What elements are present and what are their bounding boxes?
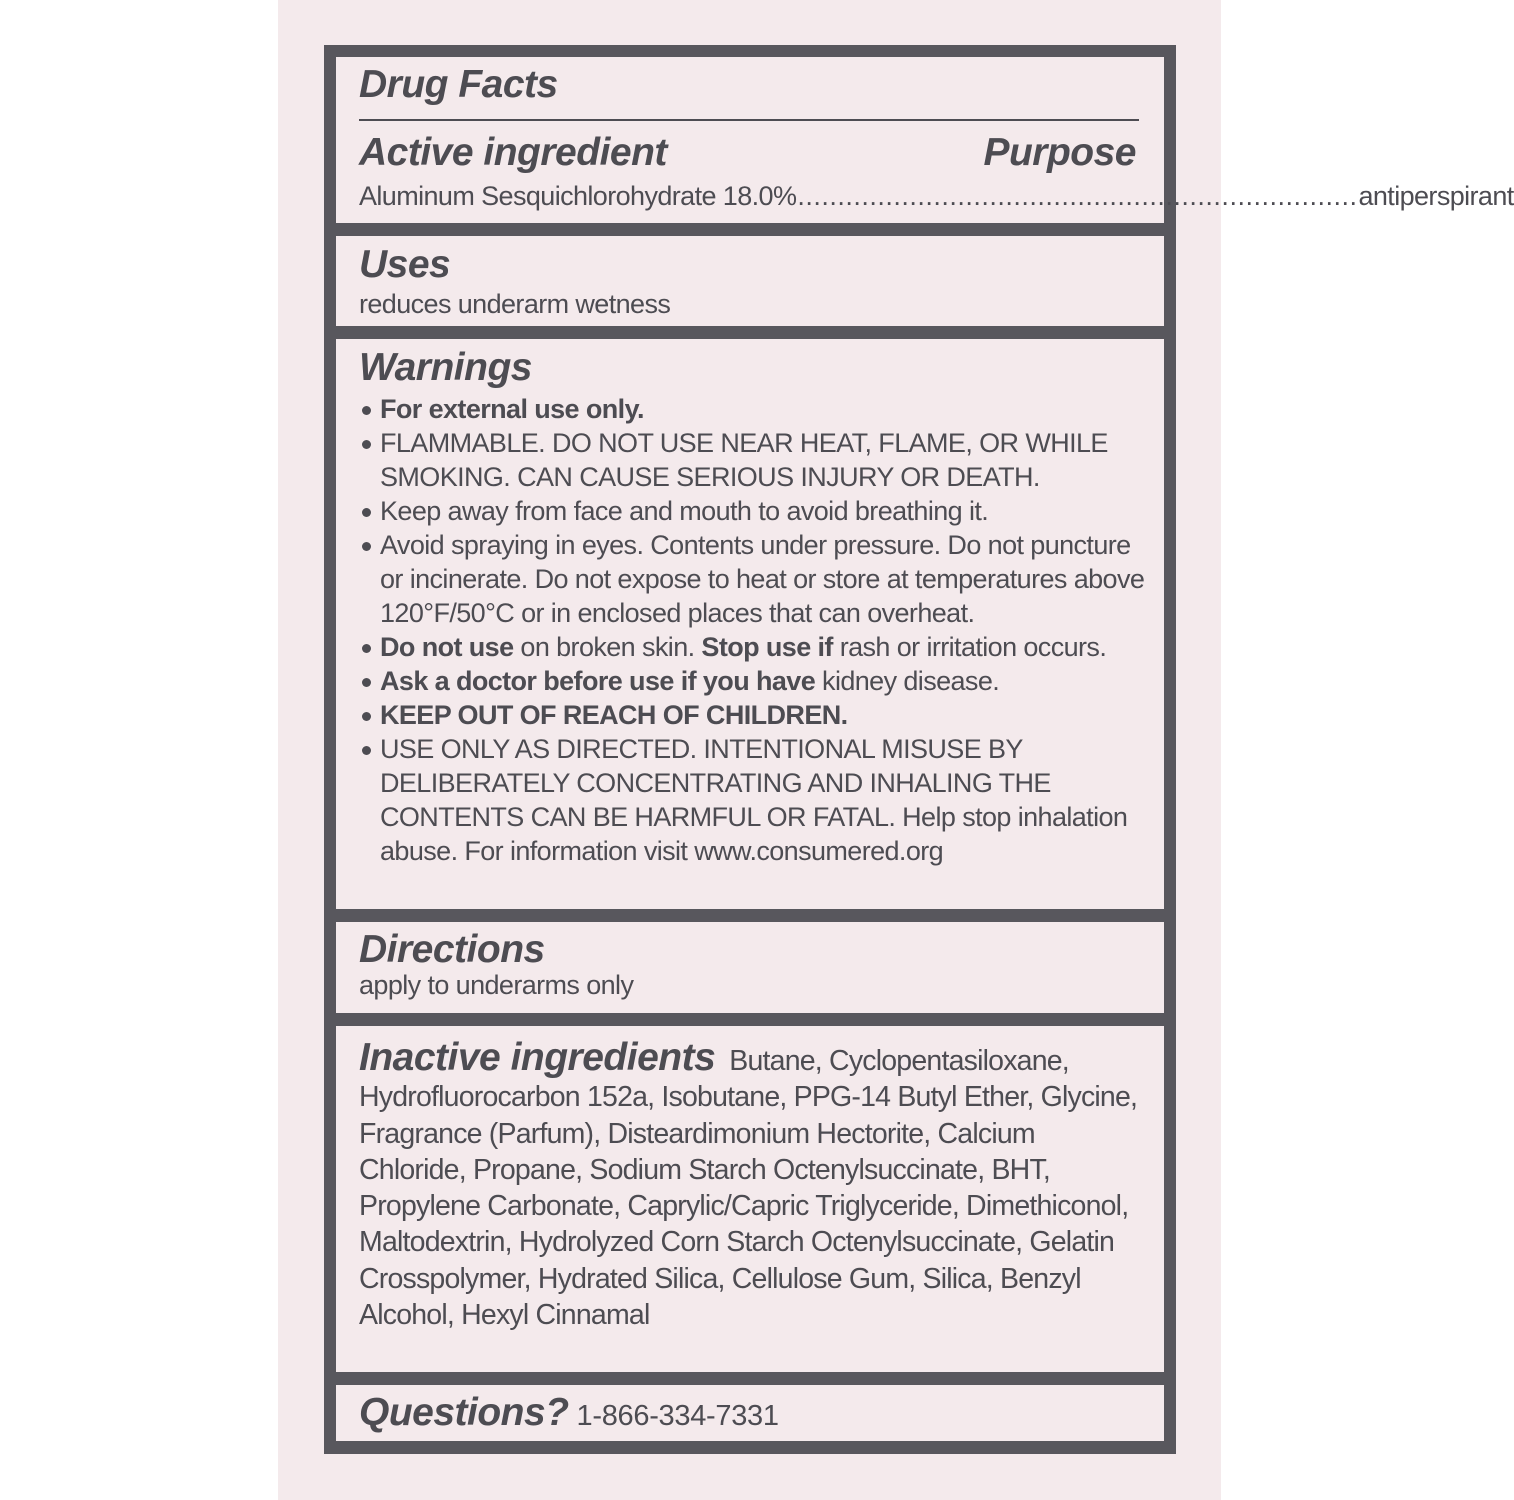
active-heading-row	[359, 133, 1136, 172]
directions-text: apply to underarms only	[359, 970, 634, 1000]
uses-section	[336, 236, 1164, 326]
questions-section	[336, 1385, 1164, 1441]
inactive-ingredients-text: Butane, Cyclopentasiloxane, Hydrofluorocarbon 152a, Isobutane, PPG-14 Butyl Ether, Glycine, Fragrance (Parfum), Disteardimonium Hectorite, Calcium Chloride, Propane, Sodium Starch Octenylsuccinate, BHT, Propylene Carbonate, Caprylic/Capric Triglyceride, Dimethiconol, Maltodextrin, Hydrolyzed Corn Starch Octenylsuccinate, Gelatin Crosspolymer, Hydrated Silica, Cellulose Gum, Silica, Benzyl Alcohol, Hexyl Cinnamal	[359, 1045, 1138, 1332]
warning-item	[359, 426, 1154, 494]
inactive-ingredients-paragraph	[359, 1038, 1140, 1333]
drug-facts-title: Drug Facts	[359, 63, 558, 106]
warnings-heading: Warnings	[359, 346, 532, 389]
uses-text: reduces underarm wetness	[359, 289, 671, 319]
questions-line	[359, 1393, 779, 1433]
warning-bold: Stop use if	[701, 632, 833, 662]
warning-bold: Do not use	[380, 632, 514, 662]
inactive-ingredients-section	[336, 1026, 1164, 1372]
active-ingredient-purpose: antiperspirant	[1358, 181, 1514, 211]
warning-text: rash or irritation occurs.	[832, 632, 1107, 662]
warning-text: Avoid spraying in eyes. Contents under pressure. Do not puncture or incinerate. Do not expose to heat or store at temperatures above 120°F/50°C or in enclosed places that can overheat.	[380, 530, 1145, 628]
warning-item	[359, 528, 1154, 630]
questions-phone: 1-866-334-7331	[576, 1400, 779, 1432]
active-ingredient-section	[336, 57, 1514, 223]
warning-item	[359, 664, 1154, 698]
purpose-heading: Purpose	[983, 131, 1136, 174]
title-divider	[359, 119, 1139, 121]
directions-section	[336, 922, 1164, 1013]
directions-heading: Directions	[359, 928, 545, 971]
warnings-list	[359, 392, 1154, 868]
active-ingredient-line	[359, 179, 1514, 213]
warnings-section	[336, 339, 1164, 909]
warning-item	[359, 392, 1154, 426]
dot-leader: ......................................................................	[797, 181, 1358, 211]
warning-text: USE ONLY AS DIRECTED. INTENTIONAL MISUSE BY DELIBERATELY CONCENTRATING AND INHALING THE CONTENTS CAN BE HARMFUL OR FATAL. Help stop inhalation abuse. For information visit www.consumered.org	[380, 734, 1128, 866]
active-ingredient-heading: Active ingredient	[359, 131, 667, 174]
warning-item	[359, 630, 1154, 664]
questions-heading: Questions?	[359, 1391, 569, 1434]
warning-bold: Ask a doctor before use if you have	[380, 666, 816, 696]
warning-bold: For external use only.	[380, 394, 644, 424]
active-ingredient-name: Aluminum Sesquichlorohydrate 18.0%	[359, 181, 797, 211]
warning-item	[359, 698, 1154, 732]
warning-text: Keep away from face and mouth to avoid breathing it.	[380, 496, 989, 526]
uses-heading: Uses	[359, 243, 451, 286]
warning-text: on broken skin.	[513, 632, 702, 662]
warning-text: kidney disease.	[815, 666, 1000, 696]
warning-item	[359, 732, 1154, 868]
inactive-ingredients-heading: Inactive ingredients	[359, 1036, 716, 1079]
warning-item	[359, 494, 1154, 528]
warning-text: FLAMMABLE. DO NOT USE NEAR HEAT, FLAME, OR WHILE SMOKING. CAN CAUSE SERIOUS INJURY OR DEATH.	[380, 428, 1108, 492]
warning-bold: KEEP OUT OF REACH OF CHILDREN.	[380, 700, 848, 730]
